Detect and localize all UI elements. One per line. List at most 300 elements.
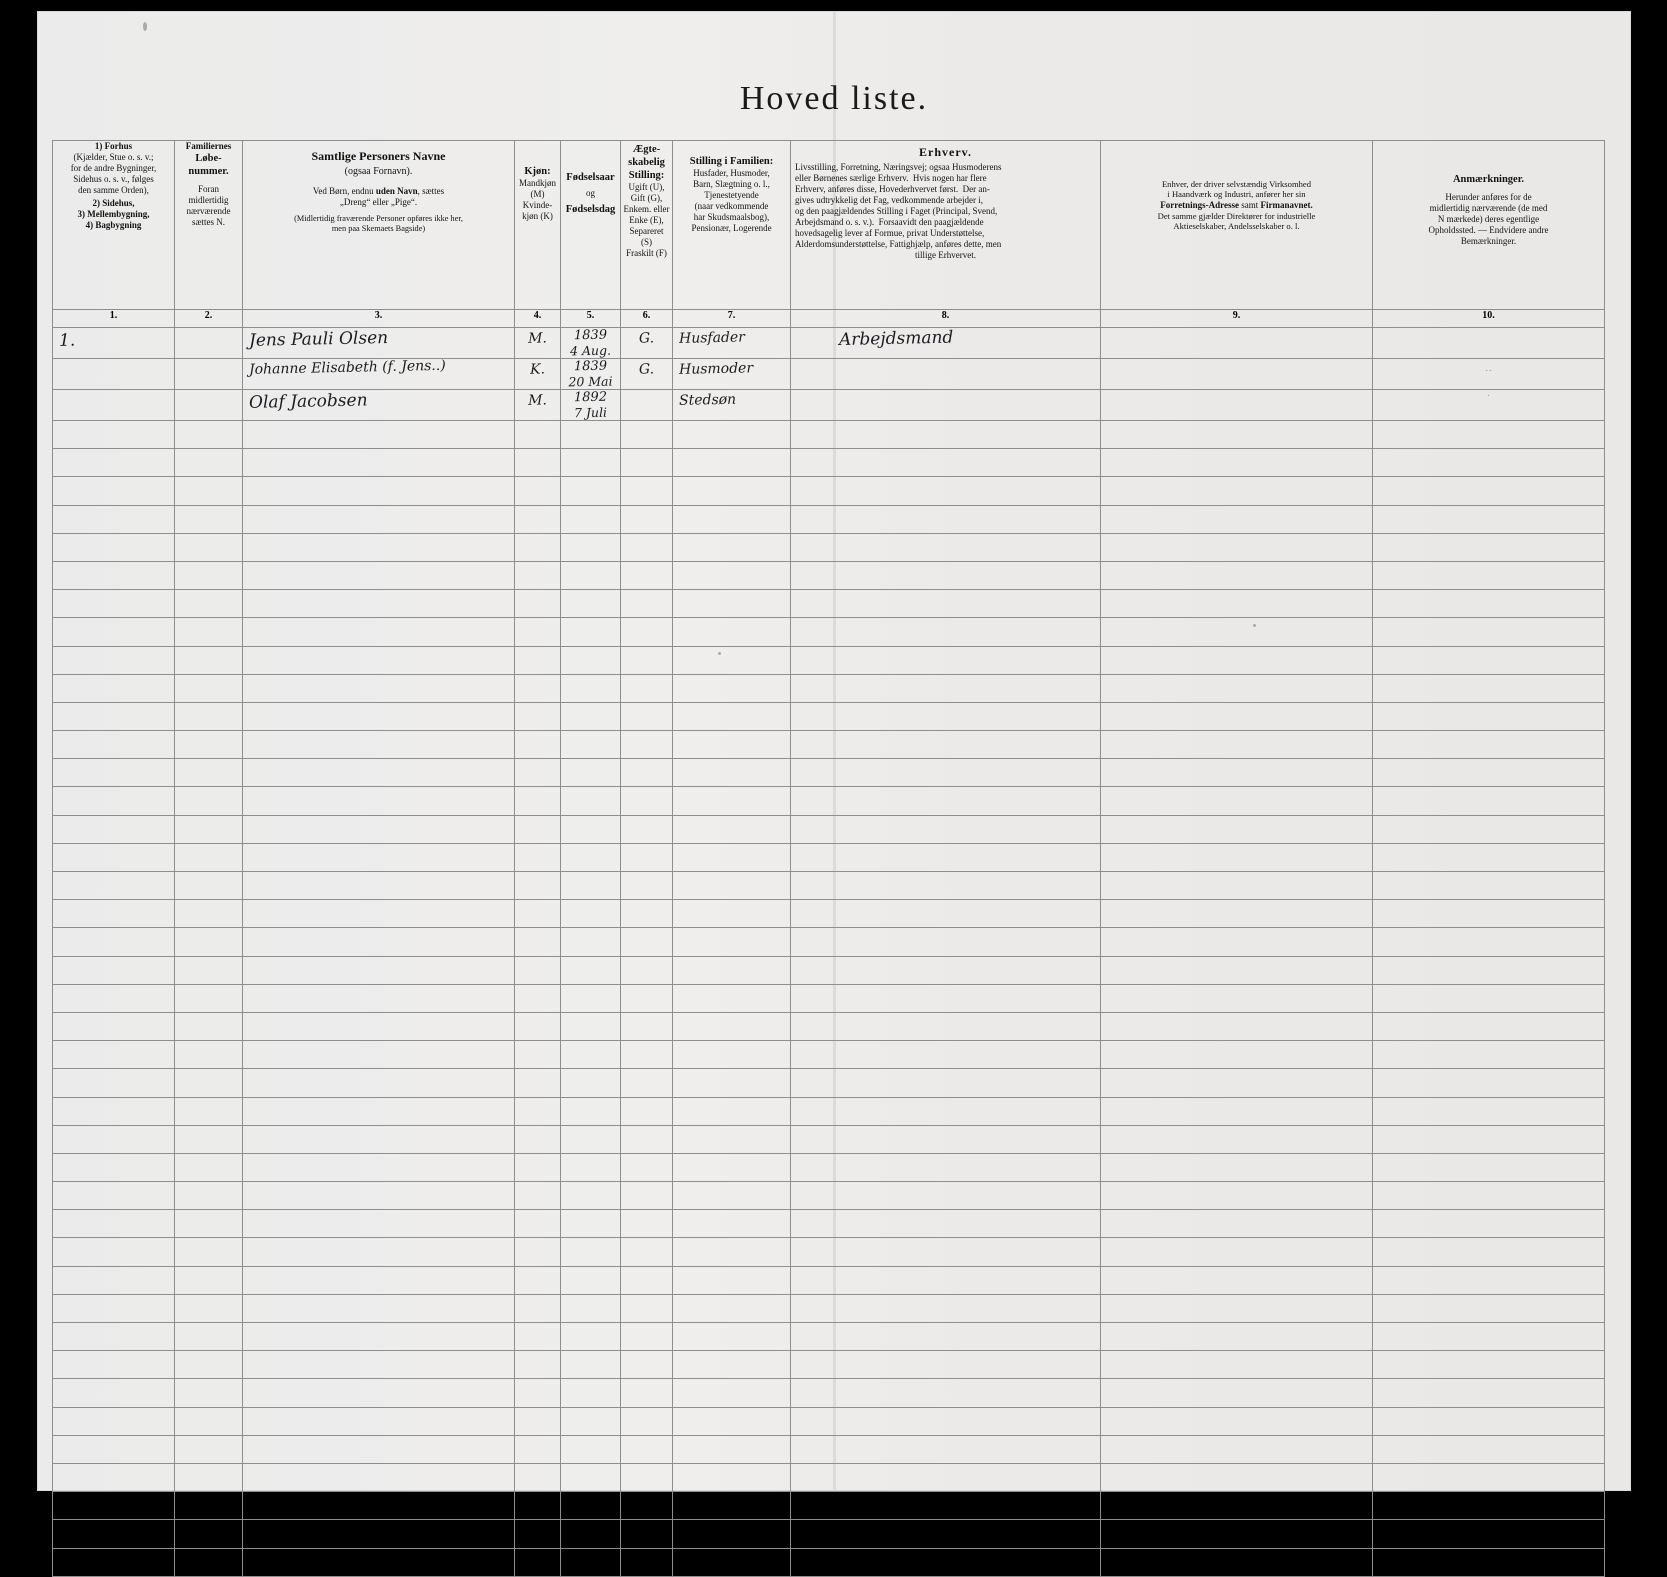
cell-blank: [621, 1125, 673, 1153]
cell-blank: [53, 1210, 175, 1238]
cell-blank: [243, 477, 515, 505]
colnum-6: 6.: [621, 310, 673, 328]
table-row-blank: [53, 1182, 1605, 1210]
cell-blank: [53, 1012, 175, 1040]
cell-blank: [673, 759, 791, 787]
cell-marital: G.: [621, 328, 673, 359]
cell-blank: [673, 646, 791, 674]
cell-blank: [1101, 1520, 1373, 1548]
cell-blank: [175, 590, 243, 618]
cell-blank: [53, 1407, 175, 1435]
cell-blank: [561, 421, 621, 449]
cell-blank: [175, 1069, 243, 1097]
header-cell-remarks: Anmærkninger. Herunder anføres for de midlertidig nærværende (de med N mærkede) deres egentlige Opholdssted. — Endvidere andre Bemærkninger.: [1373, 141, 1605, 310]
cell-blank: [53, 956, 175, 984]
cell-blank: [243, 1182, 515, 1210]
table-row: [53, 328, 1605, 359]
cell-blank: [791, 1097, 1101, 1125]
cell-blank: [1101, 1153, 1373, 1181]
cell-blank: [175, 421, 243, 449]
cell-blank: [1373, 1351, 1605, 1379]
cell-occupation: [791, 390, 1101, 421]
handwriting-name: Jens Pauli Olsen: [248, 327, 389, 351]
cell-blank: [1373, 815, 1605, 843]
cell-blank: [515, 618, 561, 646]
table-row-blank: [53, 533, 1605, 561]
cell-blank: [791, 1041, 1101, 1069]
cell-blank: [561, 1238, 621, 1266]
table-row-blank: [53, 759, 1605, 787]
cell-blank: [1101, 815, 1373, 843]
cell-blank: [561, 900, 621, 928]
cell-blank: [53, 1435, 175, 1463]
cell-blank: [1373, 759, 1605, 787]
colnum-4: 4.: [515, 310, 561, 328]
cell-sex: M.: [515, 390, 561, 421]
cell-blank: [515, 1379, 561, 1407]
cell-blank: [621, 1012, 673, 1040]
cell-blank: [175, 787, 243, 815]
cell-blank: [673, 900, 791, 928]
cell-blank: [1101, 928, 1373, 956]
cell-blank: [673, 843, 791, 871]
cell-blank: [53, 1351, 175, 1379]
cell-blank: [621, 646, 673, 674]
cell-blank: [1373, 1407, 1605, 1435]
cell-blank: [561, 1153, 621, 1181]
cell-blank: [175, 646, 243, 674]
cell-blank: [243, 505, 515, 533]
cell-blank: [175, 1379, 243, 1407]
cell-blank: [175, 449, 243, 477]
cell-blank: [243, 1407, 515, 1435]
cell-blank: [515, 900, 561, 928]
cell-blank: [175, 1294, 243, 1322]
cell-blank: [515, 477, 561, 505]
cell-blank: [53, 1125, 175, 1153]
cell-blank: [53, 1041, 175, 1069]
cell-blank: [243, 1041, 515, 1069]
cell-blank: [1373, 1548, 1605, 1576]
cell-blank: [561, 984, 621, 1012]
cell-blank: [515, 759, 561, 787]
column-number-row: [53, 310, 1605, 328]
cell-blank: [561, 1182, 621, 1210]
table-row-blank: [53, 1520, 1605, 1548]
header-cell-birth: Fødselsaar og Fødselsdag: [561, 141, 621, 310]
table-row-blank: [53, 1097, 1605, 1125]
table-row-blank: [53, 618, 1605, 646]
cell-blank: [673, 1012, 791, 1040]
cell-blank: [243, 1351, 515, 1379]
handwriting-dwelling: 1.: [58, 330, 76, 351]
cell-family-position: Husmoder: [673, 359, 791, 390]
cell-business-address: [1101, 359, 1373, 390]
cell-blank: [243, 590, 515, 618]
cell-blank: [673, 1153, 791, 1181]
cell-blank: [1373, 1153, 1605, 1181]
cell-blank: [673, 731, 791, 759]
header-cell-sex: Kjøn: Mandkjøn (M) Kvinde- kjøn (K): [515, 141, 561, 310]
cell-blank: [1101, 1182, 1373, 1210]
census-table: [52, 140, 1605, 1577]
cell-blank: [621, 1407, 673, 1435]
cell-blank: [791, 1492, 1101, 1520]
header-cell-marital: Ægte- skabelig Stilling: Ugift (U), Gift (G), Enkem. eller Enke (E), Separeret (S) Fraskilt (F): [621, 141, 673, 310]
cell-blank: [673, 1548, 791, 1576]
cell-blank: [673, 421, 791, 449]
cell-blank: [561, 787, 621, 815]
cell-blank: [1373, 1463, 1605, 1491]
cell-blank: [1101, 1012, 1373, 1040]
cell-blank: [1373, 674, 1605, 702]
cell-blank: [515, 843, 561, 871]
cell-blank: [1373, 561, 1605, 589]
cell-remarks: [1373, 328, 1605, 359]
cell-blank: [673, 815, 791, 843]
cell-blank: [243, 900, 515, 928]
cell-blank: [791, 872, 1101, 900]
cell-blank: [1373, 1182, 1605, 1210]
cell-blank: [515, 1153, 561, 1181]
cell-blank: [175, 928, 243, 956]
cell-blank: [561, 702, 621, 730]
cell-blank: [515, 1182, 561, 1210]
table-row-blank: [53, 674, 1605, 702]
cell-blank: [53, 759, 175, 787]
cell-blank: [53, 674, 175, 702]
cell-blank: [621, 618, 673, 646]
cell-blank: [175, 815, 243, 843]
cell-blank: [1373, 1520, 1605, 1548]
cell-blank: [1101, 1238, 1373, 1266]
cell-blank: [561, 449, 621, 477]
cell-blank: [53, 449, 175, 477]
table-row-blank: [53, 590, 1605, 618]
cell-blank: [561, 1097, 621, 1125]
cell-blank: [243, 1266, 515, 1294]
cell-blank: [243, 561, 515, 589]
cell-blank: [561, 1548, 621, 1576]
cell-blank: [243, 1435, 515, 1463]
cell-blank: [175, 872, 243, 900]
cell-blank: [175, 843, 243, 871]
cell-blank: [621, 533, 673, 561]
cell-dwelling: [53, 390, 175, 421]
cell-blank: [53, 928, 175, 956]
cell-blank: [1373, 1210, 1605, 1238]
cell-blank: [561, 646, 621, 674]
cell-blank: [791, 1463, 1101, 1491]
cell-blank: [175, 1492, 243, 1520]
cell-blank: [621, 477, 673, 505]
cell-blank: [1101, 900, 1373, 928]
blank-rows-body: [53, 421, 1605, 1577]
cell-blank: [515, 872, 561, 900]
cell-blank: [673, 449, 791, 477]
cell-blank: [673, 533, 791, 561]
table-row-blank: [53, 815, 1605, 843]
cell-blank: [791, 1069, 1101, 1097]
table-row-blank: [53, 1012, 1605, 1040]
cell-blank: [175, 984, 243, 1012]
cell-blank: [621, 1379, 673, 1407]
cell-blank: [53, 900, 175, 928]
cell-blank: [561, 590, 621, 618]
cell-blank: [175, 1407, 243, 1435]
cell-blank: [673, 1125, 791, 1153]
cell-blank: [621, 1463, 673, 1491]
cell-blank: [791, 477, 1101, 505]
cell-blank: [53, 421, 175, 449]
cell-blank: [515, 674, 561, 702]
cell-blank: [621, 815, 673, 843]
cell-blank: [791, 928, 1101, 956]
cell-blank: [1101, 843, 1373, 871]
colnum-1: 1.: [53, 310, 175, 328]
cell-blank: [673, 1492, 791, 1520]
cell-blank: [673, 590, 791, 618]
cell-blank: [175, 1125, 243, 1153]
table-row-blank: [53, 1463, 1605, 1491]
cell-blank: [673, 674, 791, 702]
cell-blank: [1373, 1238, 1605, 1266]
table-row-blank: [53, 1041, 1605, 1069]
cell-blank: [1101, 1463, 1373, 1491]
cell-blank: [621, 1153, 673, 1181]
cell-blank: [53, 1463, 175, 1491]
cell-blank: [791, 984, 1101, 1012]
cell-blank: [515, 561, 561, 589]
cell-blank: [791, 1435, 1101, 1463]
table-header-row: [53, 141, 1605, 310]
cell-blank: [243, 533, 515, 561]
cell-blank: [1101, 1548, 1373, 1576]
colnum-8: 8.: [791, 310, 1101, 328]
cell-blank: [621, 1069, 673, 1097]
cell-blank: [1101, 872, 1373, 900]
cell-blank: [175, 533, 243, 561]
cell-blank: [673, 1238, 791, 1266]
cell-blank: [1373, 900, 1605, 928]
cell-blank: [1101, 449, 1373, 477]
cell-blank: [175, 731, 243, 759]
cell-blank: [621, 843, 673, 871]
header-cell-names: Samtlige Personers Navne (ogsaa Fornavn). Ved Børn, endnu uden Navn, sættes „Dreng“ eller „Pige“. (Midlertidig fraværende Personer opføres ikke her, men paa Skemaets Bagside): [243, 141, 515, 310]
cell-blank: [515, 1097, 561, 1125]
cell-blank: [1101, 618, 1373, 646]
cell-blank: [515, 1435, 561, 1463]
cell-blank: [1101, 1323, 1373, 1351]
cell-blank: [561, 1266, 621, 1294]
cell-blank: [175, 477, 243, 505]
cell-blank: [175, 1210, 243, 1238]
cell-blank: [1101, 1407, 1373, 1435]
cell-blank: [243, 928, 515, 956]
cell-blank: [175, 618, 243, 646]
cell-blank: [621, 956, 673, 984]
table-row-blank: [53, 984, 1605, 1012]
cell-blank: [515, 928, 561, 956]
cell-blank: [243, 759, 515, 787]
cell-blank: [791, 561, 1101, 589]
cell-family-no: [175, 328, 243, 359]
cell-blank: [791, 1294, 1101, 1322]
cell-family-no: [175, 359, 243, 390]
cell-blank: [791, 815, 1101, 843]
cell-blank: [1101, 1097, 1373, 1125]
cell-blank: [791, 1407, 1101, 1435]
cell-blank: [561, 1210, 621, 1238]
cell-blank: [561, 1492, 621, 1520]
table-row-blank: [53, 872, 1605, 900]
cell-blank: [515, 984, 561, 1012]
cell-blank: [53, 1069, 175, 1097]
cell-blank: [1373, 843, 1605, 871]
table-row-blank: [53, 1351, 1605, 1379]
cell-blank: [561, 1463, 621, 1491]
cell-blank: [53, 702, 175, 730]
cell-blank: [561, 1323, 621, 1351]
cell-blank: [621, 590, 673, 618]
table-row-blank: [53, 731, 1605, 759]
cell-blank: [561, 1407, 621, 1435]
cell-dwelling: [53, 328, 175, 359]
cell-blank: [515, 731, 561, 759]
cell-family-position: Husfader: [673, 328, 791, 359]
cell-blank: [1101, 1435, 1373, 1463]
cell-blank: [673, 618, 791, 646]
cell-blank: [243, 1238, 515, 1266]
colnum-5: 5.: [561, 310, 621, 328]
cell-blank: [515, 1238, 561, 1266]
cell-blank: [1373, 1379, 1605, 1407]
cell-blank: [791, 674, 1101, 702]
cell-blank: [243, 731, 515, 759]
cell-blank: [673, 1463, 791, 1491]
cell-blank: [515, 646, 561, 674]
cell-name: [243, 359, 515, 390]
cell-blank: [53, 590, 175, 618]
colnum-7: 7.: [673, 310, 791, 328]
cell-blank: [1101, 702, 1373, 730]
table-row-blank: [53, 1323, 1605, 1351]
cell-blank: [621, 1182, 673, 1210]
colnum-10: 10.: [1373, 310, 1605, 328]
cell-blank: [561, 618, 621, 646]
cell-blank: [53, 984, 175, 1012]
cell-blank: [791, 1266, 1101, 1294]
cell-blank: [1373, 1069, 1605, 1097]
table-row-blank: [53, 900, 1605, 928]
cell-blank: [673, 1266, 791, 1294]
cell-blank: [791, 1182, 1101, 1210]
cell-blank: [175, 1041, 243, 1069]
cell-blank: [175, 1182, 243, 1210]
cell-blank: [561, 759, 621, 787]
table-row-blank: [53, 1435, 1605, 1463]
cell-blank: [243, 1097, 515, 1125]
cell-blank: [621, 1041, 673, 1069]
cell-blank: [515, 702, 561, 730]
cell-remarks: ·: [1373, 390, 1605, 421]
cell-blank: [515, 815, 561, 843]
cell-blank: [1373, 702, 1605, 730]
cell-blank: [1373, 1323, 1605, 1351]
cell-blank: [515, 533, 561, 561]
cell-blank: [621, 1294, 673, 1322]
cell-blank: [621, 1097, 673, 1125]
cell-blank: [791, 590, 1101, 618]
cell-blank: [53, 561, 175, 589]
table-row-blank: [53, 787, 1605, 815]
cell-marital: G.: [621, 359, 673, 390]
cell-blank: [561, 533, 621, 561]
cell-blank: [791, 1520, 1101, 1548]
cell-blank: [1373, 1125, 1605, 1153]
cell-blank: [1101, 561, 1373, 589]
cell-blank: [673, 787, 791, 815]
cell-blank: [673, 1351, 791, 1379]
cell-blank: [175, 1012, 243, 1040]
cell-blank: [1101, 1069, 1373, 1097]
cell-birth: 1892 7 Juli: [561, 390, 621, 421]
cell-occupation: Arbejdsmand: [791, 328, 1101, 359]
cell-occupation: [791, 359, 1101, 390]
cell-blank: [175, 1153, 243, 1181]
cell-blank: [1101, 674, 1373, 702]
cell-blank: [243, 646, 515, 674]
cell-blank: [515, 1012, 561, 1040]
cell-blank: [621, 900, 673, 928]
cell-blank: [791, 533, 1101, 561]
table-row-blank: [53, 1069, 1605, 1097]
cell-blank: [175, 956, 243, 984]
cell-blank: [791, 1153, 1101, 1181]
cell-blank: [53, 1182, 175, 1210]
cell-blank: [243, 1463, 515, 1491]
table-row-blank: [53, 421, 1605, 449]
table-row-blank: [53, 449, 1605, 477]
cell-blank: [243, 843, 515, 871]
cell-blank: [175, 1351, 243, 1379]
cell-blank: [621, 1548, 673, 1576]
cell-blank: [1101, 1041, 1373, 1069]
cell-blank: [673, 872, 791, 900]
header-cell-family-position: Stilling i Familien: Husfader, Husmoder, Barn, Slægtning o. l., Tjenestetyende (naar vedkommende har Skudsmaalsbog), Pensionær, Logerende: [673, 141, 791, 310]
cell-blank: [621, 449, 673, 477]
cell-blank: [1373, 1041, 1605, 1069]
header-cell-dwelling: 1) Forhus (Kjælder, Stue o. s. v.; for de andre Bygninger, Sidehus o. s. v., følges den samme Orden), 2) Sidehus, 3) Mellembygning, 4) Bagbygning: [53, 141, 175, 310]
cell-blank: [243, 1323, 515, 1351]
cell-blank: [1373, 1435, 1605, 1463]
cell-blank: [515, 590, 561, 618]
cell-blank: [243, 1294, 515, 1322]
cell-blank: [1373, 505, 1605, 533]
cell-blank: [515, 421, 561, 449]
cell-blank: [515, 1210, 561, 1238]
cell-blank: [1373, 477, 1605, 505]
cell-blank: [791, 1548, 1101, 1576]
cell-blank: [1373, 590, 1605, 618]
table-row-blank: [53, 1210, 1605, 1238]
cell-blank: [621, 1351, 673, 1379]
table-row-blank: [53, 477, 1605, 505]
cell-blank: [673, 1041, 791, 1069]
cell-blank: [791, 1379, 1101, 1407]
cell-blank: [1373, 984, 1605, 1012]
cell-sex: K.: [515, 359, 561, 390]
